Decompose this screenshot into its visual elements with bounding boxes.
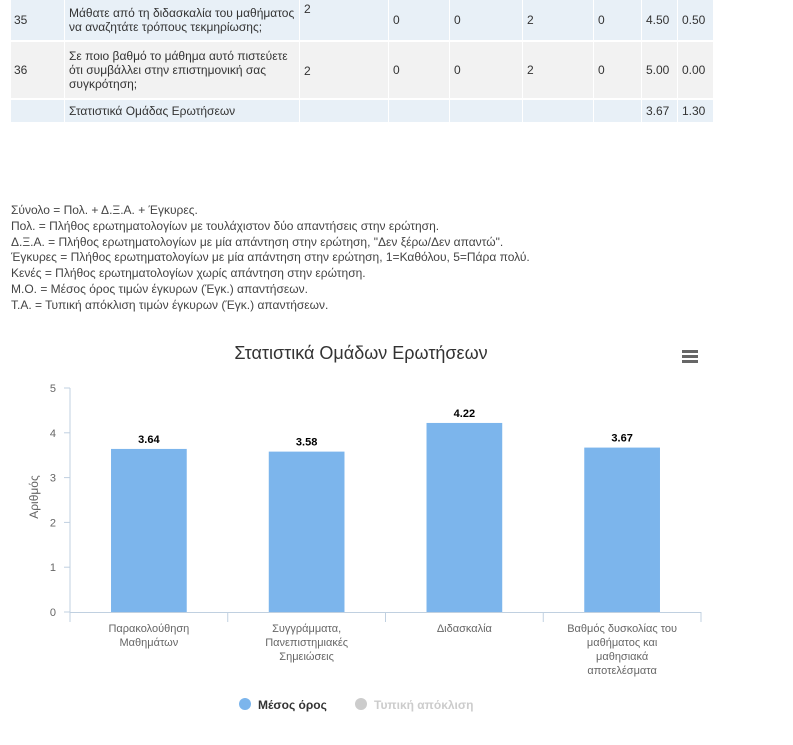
x-tick-label: Σημειώσεις — [279, 651, 334, 663]
x-tick-label: Μαθημάτων — [119, 637, 179, 649]
y-axis-ticks — [50, 383, 70, 619]
summary-row — [11, 100, 714, 124]
x-tick-label: Πανεπιστημιακές — [265, 637, 349, 649]
abbrev-line: Έγκυρες = Πλήθος ερωτηματολογίων με μία απάντηση στην ερώτηση, 1=Καθόλου, 5=Πάρα πολύ. — [11, 250, 530, 265]
bar-series — [111, 423, 660, 612]
cell-dxa: 0 — [389, 0, 450, 42]
legend-label: Τυπική απόκλιση — [374, 698, 474, 712]
cell-pol: 2 — [300, 0, 389, 42]
chart-menu-button[interactable] — [674, 346, 704, 368]
summary-mean: 3.67 — [642, 100, 678, 124]
chart-title: Στατιστικά Ομάδων Ερωτήσεων — [234, 343, 488, 363]
results-table — [11, 0, 714, 124]
legend-item-mean[interactable] — [239, 698, 327, 712]
cell-dxa: 0 — [389, 42, 450, 100]
y-tick-label: 5 — [49, 383, 56, 395]
abbreviation-legend — [11, 203, 530, 314]
x-axis-ticks — [70, 612, 701, 622]
bar — [111, 449, 187, 612]
data-labels — [138, 408, 633, 449]
y-tick-label: 3 — [49, 472, 56, 485]
row-question: Σε ποιο βαθμό το μάθημα αυτό πιστεύετε ότι συμβάλλει στην επιστημονική σας συγκρότηση; — [65, 42, 300, 100]
cell-value: 0 — [594, 42, 642, 100]
y-tick-label: 4 — [49, 427, 56, 440]
x-tick-label: μαθήματος και — [586, 637, 658, 649]
cell-stdev: 0.50 — [678, 0, 714, 42]
x-tick-label: αποτελέσματα — [587, 665, 657, 677]
data-label: 3.64 — [138, 433, 160, 446]
bar — [584, 448, 660, 612]
x-tick-label: Βαθμός δυσκολίας του — [567, 623, 678, 635]
abbrev-line: Δ.Ξ.Α. = Πλήθος ερωτηματολογίων με μία απάντηση στην ερώτηση, "Δεν ξέρω/Δεν απαντώ". — [11, 234, 504, 249]
data-label: 3.67 — [611, 432, 633, 445]
abbrev-line: Τ.Α. = Τυπική απόκλιση τιμών έγκυρων (Έγκ.) απαντήσεων. — [11, 297, 329, 312]
abbrev-line: Πολ. = Πλήθος ερωτηματολογίων με τουλάχιστον δύο απαντήσεις στην ερώτηση. — [11, 218, 440, 233]
abbrev-line: Μ.Ο. = Μέσος όρος τιμών έγκυρων (Έγκ.) απαντήσεων. — [11, 281, 308, 296]
table-row — [11, 42, 714, 100]
row-id: 35 — [11, 0, 65, 42]
y-axis-label: Αριθμός — [27, 475, 41, 519]
legend-marker — [355, 698, 367, 710]
x-tick-label: Διδασκαλία — [436, 623, 492, 635]
legend-label: Μέσος όρος — [258, 698, 327, 712]
y-tick-label: 0 — [49, 607, 56, 619]
row-id: 36 — [11, 42, 65, 100]
y-tick-label: 1 — [49, 562, 56, 575]
x-axis-labels — [108, 623, 677, 677]
cell-egkyres: 2 — [523, 42, 594, 100]
cell-stdev: 0.00 — [678, 42, 714, 100]
x-tick-label: μαθησιακά — [596, 651, 649, 663]
bar — [269, 452, 345, 612]
y-tick-label: 2 — [49, 517, 56, 530]
cell-value: 0 — [594, 0, 642, 42]
abbrev-line: Σύνολο = Πολ. + Δ.Ξ.Α. + Έγκυρες. — [11, 203, 198, 217]
cell-kenes: 0 — [450, 0, 523, 42]
legend-item-stdev[interactable] — [355, 698, 473, 712]
cell-pol: 2 — [300, 42, 389, 100]
row-question: Μάθατε από τη διδασκαλία του μαθήματος να αναζητάτε τρόπους τεκμηρίωσης; — [65, 0, 300, 42]
x-tick-label: Συγγράμματα, — [272, 623, 342, 635]
hamburger-icon — [682, 350, 698, 363]
cell-mean: 5.00 — [642, 42, 678, 100]
legend-marker — [239, 698, 251, 710]
cell-egkyres: 2 — [523, 0, 594, 42]
abbrev-line: Κενές = Πλήθος ερωτηματολογίων χωρίς απάντηση στην ερώτηση. — [11, 266, 366, 281]
data-label: 4.22 — [453, 407, 476, 420]
summary-stdev: 1.30 — [678, 100, 714, 124]
cell-mean: 4.50 — [642, 0, 678, 42]
bar — [427, 423, 503, 612]
bar-chart — [0, 330, 793, 730]
table-row — [11, 0, 714, 42]
cell-kenes: 0 — [450, 42, 523, 100]
summary-label: Στατιστικά Ομάδας Ερωτήσεων — [65, 100, 300, 124]
data-label: 3.58 — [295, 436, 318, 449]
chart-legend — [239, 698, 473, 712]
x-tick-label: Παρακολούθηση — [108, 623, 190, 635]
